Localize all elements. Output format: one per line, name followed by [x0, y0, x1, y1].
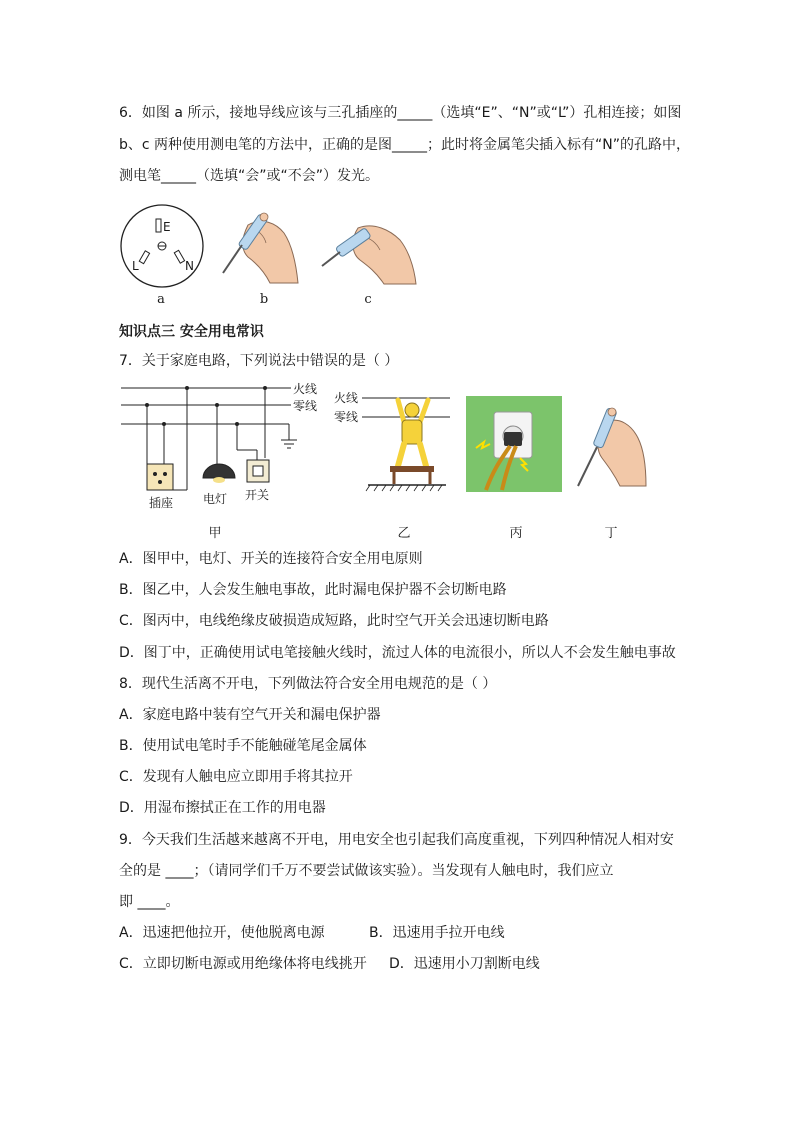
person-on-stool-figure-yi: [332, 388, 452, 492]
tester-pen-figure-c: [318, 210, 418, 286]
q8-option-c: C．发现有人触电应立即用手将其拉开: [119, 769, 353, 785]
q7-option-a: A．图甲中，电灯、开关的连接符合安全用电原则: [119, 551, 423, 567]
socket-label-l: L: [132, 259, 139, 273]
q7-option-b: B．图乙中，人会发生触电事故，此时漏电保护器不会切断电路: [119, 582, 507, 598]
q8-option-b: B．使用试电笔时手不能触碰笔尾金属体: [119, 738, 367, 754]
caption-jia: 甲: [208, 526, 222, 541]
q6-line1: 6．如图 a 所示，接地导线应该与三孔插座的_____（选填“E”、“N”或“L”）孔相连接；如图: [119, 105, 682, 121]
jia-live-label: 火线: [293, 382, 318, 396]
yi-neutral-label: 零线: [334, 410, 359, 424]
socket-figure-a: [119, 203, 205, 289]
caption-b: b: [259, 292, 269, 307]
damaged-plug-figure-bing: [466, 396, 562, 492]
socket-label-n: N: [185, 259, 194, 273]
q9-line3: 即 ____。: [119, 894, 180, 910]
section-title: 知识点三 安全用电常识: [119, 324, 264, 340]
jia-switch-label: 开关: [245, 488, 270, 502]
tester-pen-figure-b: [218, 205, 302, 287]
q9-option-d: D．迅速用小刀割断电线: [389, 956, 540, 972]
q7-stem: 7．关于家庭电路，下列说法中错误的是（ ）: [119, 353, 399, 369]
q7-option-d: D．图丁中，正确使用试电笔接触火线时，流过人体的电流很小，所以人不会发生触电事故: [119, 645, 676, 661]
caption-yi: 乙: [397, 526, 411, 541]
jia-lamp-label: 电灯: [203, 492, 228, 506]
tester-pen-figure-ding: [570, 402, 648, 490]
q7-option-c: C．图丙中，电线绝缘皮破损造成短路，此时空气开关会迅速切断电路: [119, 613, 549, 629]
caption-c: c: [364, 292, 372, 307]
q6-line2: b、c 两种使用测电笔的方法中，正确的是图_____；此时将金属笔尖插入标有“N”的孔路中，: [119, 137, 691, 153]
q9-line1: 9．今天我们生活越来越离不开电，用电安全也引起我们高度重视，下列四种情况人相对安: [119, 832, 674, 848]
q9-option-c: C．立即切断电源或用绝缘体将电线挑开: [119, 956, 367, 972]
yi-live-label: 火线: [334, 391, 359, 405]
q8-stem: 8．现代生活离不开电，下列做法符合安全用电规范的是（ ）: [119, 676, 497, 692]
socket-label-e: E: [163, 220, 171, 234]
q9-option-a: A．迅速把他拉开，使他脱离电源: [119, 925, 325, 941]
q9-line2: 全的是 ____；（请同学们千万不要尝试做该实验）。当发现有人触电时，我们应立: [119, 863, 614, 879]
q9-option-b: B．迅速用手拉开电线: [369, 925, 505, 941]
jia-socket-label: 插座: [149, 496, 174, 510]
caption-a: a: [157, 292, 165, 307]
q6-line3: 测电笔_____（选填“会”或“不会”）发光。: [119, 168, 380, 184]
q8-option-d: D．用湿布擦拭正在工作的用电器: [119, 800, 326, 816]
caption-bing: 丙: [509, 526, 523, 541]
circuit-figure-jia: [119, 380, 329, 520]
caption-ding: 丁: [604, 526, 618, 541]
jia-neutral-label: 零线: [293, 399, 318, 413]
q8-option-a: A．家庭电路中装有空气开关和漏电保护器: [119, 707, 381, 723]
